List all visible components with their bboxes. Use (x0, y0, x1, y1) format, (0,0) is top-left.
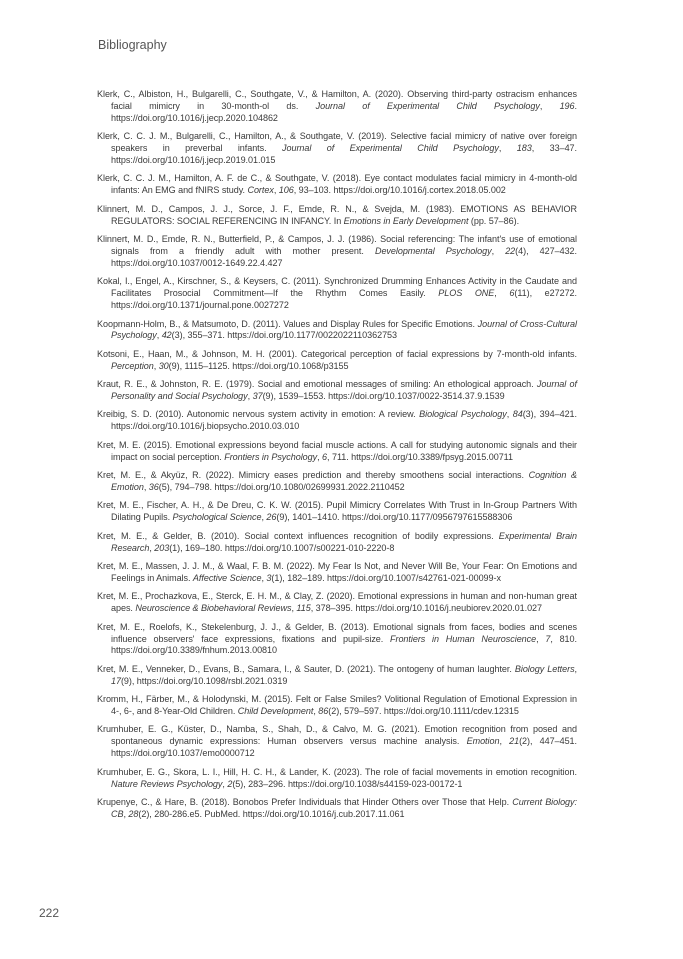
page-number: 222 (39, 906, 60, 920)
reference-entry: Kromm, H., Färber, M., & Holodynski, M. (2015). Felt or False Smiles? Volitional Regulation of Emotional Expression in 4-, 6-, and 8-Year-Old Children. Child Development, 86(2), 579–597. https://doi.org/10.1111/cdev.12315 (97, 694, 577, 717)
reference-entry: Kret, M. E. (2015). Emotional expressions beyond facial muscle actions. A call for studying autonomic signals and their impact on social perception. Frontiers in Psychology, 6, 711. https://doi.org/10.3389/fpsyg.2015.00711 (97, 439, 577, 462)
reference-entry: Klinnert, M. D., Campos, J. J., Sorce, J. F., Emde, R. N., & Svejda, M. (1983). EMOTIONS AS BEHAVIOR REGULATORS: SOCIAL REFERENCING IN INFANCY. In Emotions in Early Development (pp. 57–86). (97, 203, 577, 226)
reference-entry: Kret, M. E., Roelofs, K., Stekelenburg, J. J., & Gelder, B. (2013). Emotional signals from faces, bodies and scenes influence observers' face expressions, fixations and pupil-size. Frontiers in Human Neuroscience, 7, 810. https://doi.org/10.3389/fnhum.2013.00810 (97, 621, 577, 656)
reference-entry: Klerk, C., Albiston, H., Bulgarelli, C., Southgate, V., & Hamilton, A. (2020). Observing third-party ostracism enhances facial mimicry in 30-month-ol ds. Journal of Experimental Child Psychology, 196. https://doi.org/10.1016/j.jecp.2020.104862 (97, 89, 577, 123)
reference-entry: Kraut, R. E., & Johnston, R. E. (1979). Social and emotional messages of smiling: An ethological approach. Journal of Personality and Social Psychology, 37(9), 1539–1553. https://doi.org/10.1037/0022-3514.37.9.1539 (97, 379, 577, 402)
reference-list (97, 89, 577, 827)
reference-entry: Kret, M. E., Prochazkova, E., Sterck, E. H. M., & Clay, Z. (2020). Emotional expressions in human and non-human great apes. Neuroscience & Biobehavioral Reviews, 115, 378–395. https://doi.org/10.1016/j.neubiorev.2020.01.027 (97, 591, 577, 614)
reference-entry: Krupenye, C., & Hare, B. (2018). Bonobos Prefer Individuals that Hinder Others over Those that Help. Current Biology: CB, 28(2), 280-286.e5. PubMed. https://doi.org/10.1016/j.cub.2017.11.061 (97, 797, 577, 819)
reference-entry: Kret, M. E., & Gelder, B. (2010). Social context influences recognition of bodily expressions. Experimental Brain Research, 203(1), 169–180. https://doi.org/10.1007/s00221-010-2220-8 (97, 530, 577, 553)
reference-entry: Kokal, I., Engel, A., Kirschner, S., & Keysers, C. (2011). Synchronized Drumming Enhances Activity in the Caudate and Facilitates Prosocial Commitment—If the Rhythm Comes Easily. PLOS ONE, 6(11), e27272. https://doi.org/10.1371/journal.pone.0027272 (97, 276, 578, 311)
reference-entry: Krumhuber, E. G., Skora, L. I., Hill, H. C. H., & Lander, K. (2023). The role of facial movements in emotion recognition. Nature Reviews Psychology, 2(5), 283–296. https://doi.org/10.1038/s44159-023-00172-1 (97, 766, 577, 789)
reference-entry: Kret, M. E., & Akyüz, R. (2022). Mimicry eases prediction and thereby smoothens social interactions. Cognition & Emotion, 36(5), 794–798. https://doi.org/10.1080/02699931.2022.2110452 (97, 470, 577, 492)
reference-entry: Klinnert, M. D., Emde, R. N., Butterfield, P., & Campos, J. J. (1986). Social referencing: The infant's use of emotional signals from a friendly adult with mother present. Developmental Psychology, 22(4), 427–432. https://doi.org/10.1037/0012-1649.22.4.427 (97, 234, 577, 268)
reference-entry: Kret, M. E., Massen, J. J. M., & Waal, F. B. M. (2022). My Fear Is Not, and Never Will Be, Your Fear: On Emotions and Feelings in Animals. Affective Science, 3(1), 182–189. https://doi.org/10.1007/s42761-021-00099-x (97, 561, 577, 583)
reference-entry: Kret, M. E., Venneker, D., Evans, B., Samara, I., & Sauter, D. (2021). The ontogeny of human laughter. Biology Letters, 17(9), https://doi.org/10.1098/rsbl.2021.0319 (97, 663, 578, 686)
reference-entry: Kret, M. E., Fischer, A. H., & De Dreu, C. K. W. (2015). Pupil Mimicry Correlates With Trust in In-Group Partners With Dilating Pupils. Psychological Science, 26(9), 1401–1410. https://doi.org/10.1177/0956797615588306 (97, 500, 577, 523)
reference-entry: Klerk, C. C. J. M., Bulgarelli, C., Hamilton, A., & Southgate, V. (2019). Selective facial mimicry of native over foreign speakers in preverbal infants. Journal of Experimental Child Psychology, 183, 33–47. https://doi.org/10.1016/j.jecp.2019.01.015 (97, 131, 578, 166)
reference-entry: Krumhuber, E. G., Küster, D., Namba, S., Shah, D., & Calvo, M. G. (2021). Emotion recognition from posed and spontaneous dynamic expressions: Human observers versus machine analysis. Emotion, 21(2), 447–451. https://doi.org/10.1037/emo0000712 (97, 724, 578, 759)
reference-entry: Koopmann-Holm, B., & Matsumoto, D. (2011). Values and Display Rules for Specific Emotions. Journal of Cross-Cultural Psychology, 42(3), 355–371. https://doi.org/10.1177/0022022110362753 (97, 318, 577, 341)
running-header: Bibliography (98, 38, 167, 52)
reference-entry: Klerk, C. C. J. M., Hamilton, A. F. de C., & Southgate, V. (2018). Eye contact modulates facial mimicry in 4-month-old infants: An EMG and fNIRS study. Cortex, 106, 93–103. https://doi.org/10.1016/j.cortex.2018.05.002 (97, 173, 577, 196)
reference-entry: Kreibig, S. D. (2010). Autonomic nervous system activity in emotion: A review. Biological Psychology, 84(3), 394–421. https://doi.org/10.1016/j.biopsycho.2010.03.010 (97, 409, 577, 432)
reference-entry: Kotsoni, E., Haan, M., & Johnson, M. H. (2001). Categorical perception of facial expressions by 7-month-old infants. Perception, 30(9), 1115–1125. https://doi.org/10.1068/p3155 (97, 348, 577, 371)
